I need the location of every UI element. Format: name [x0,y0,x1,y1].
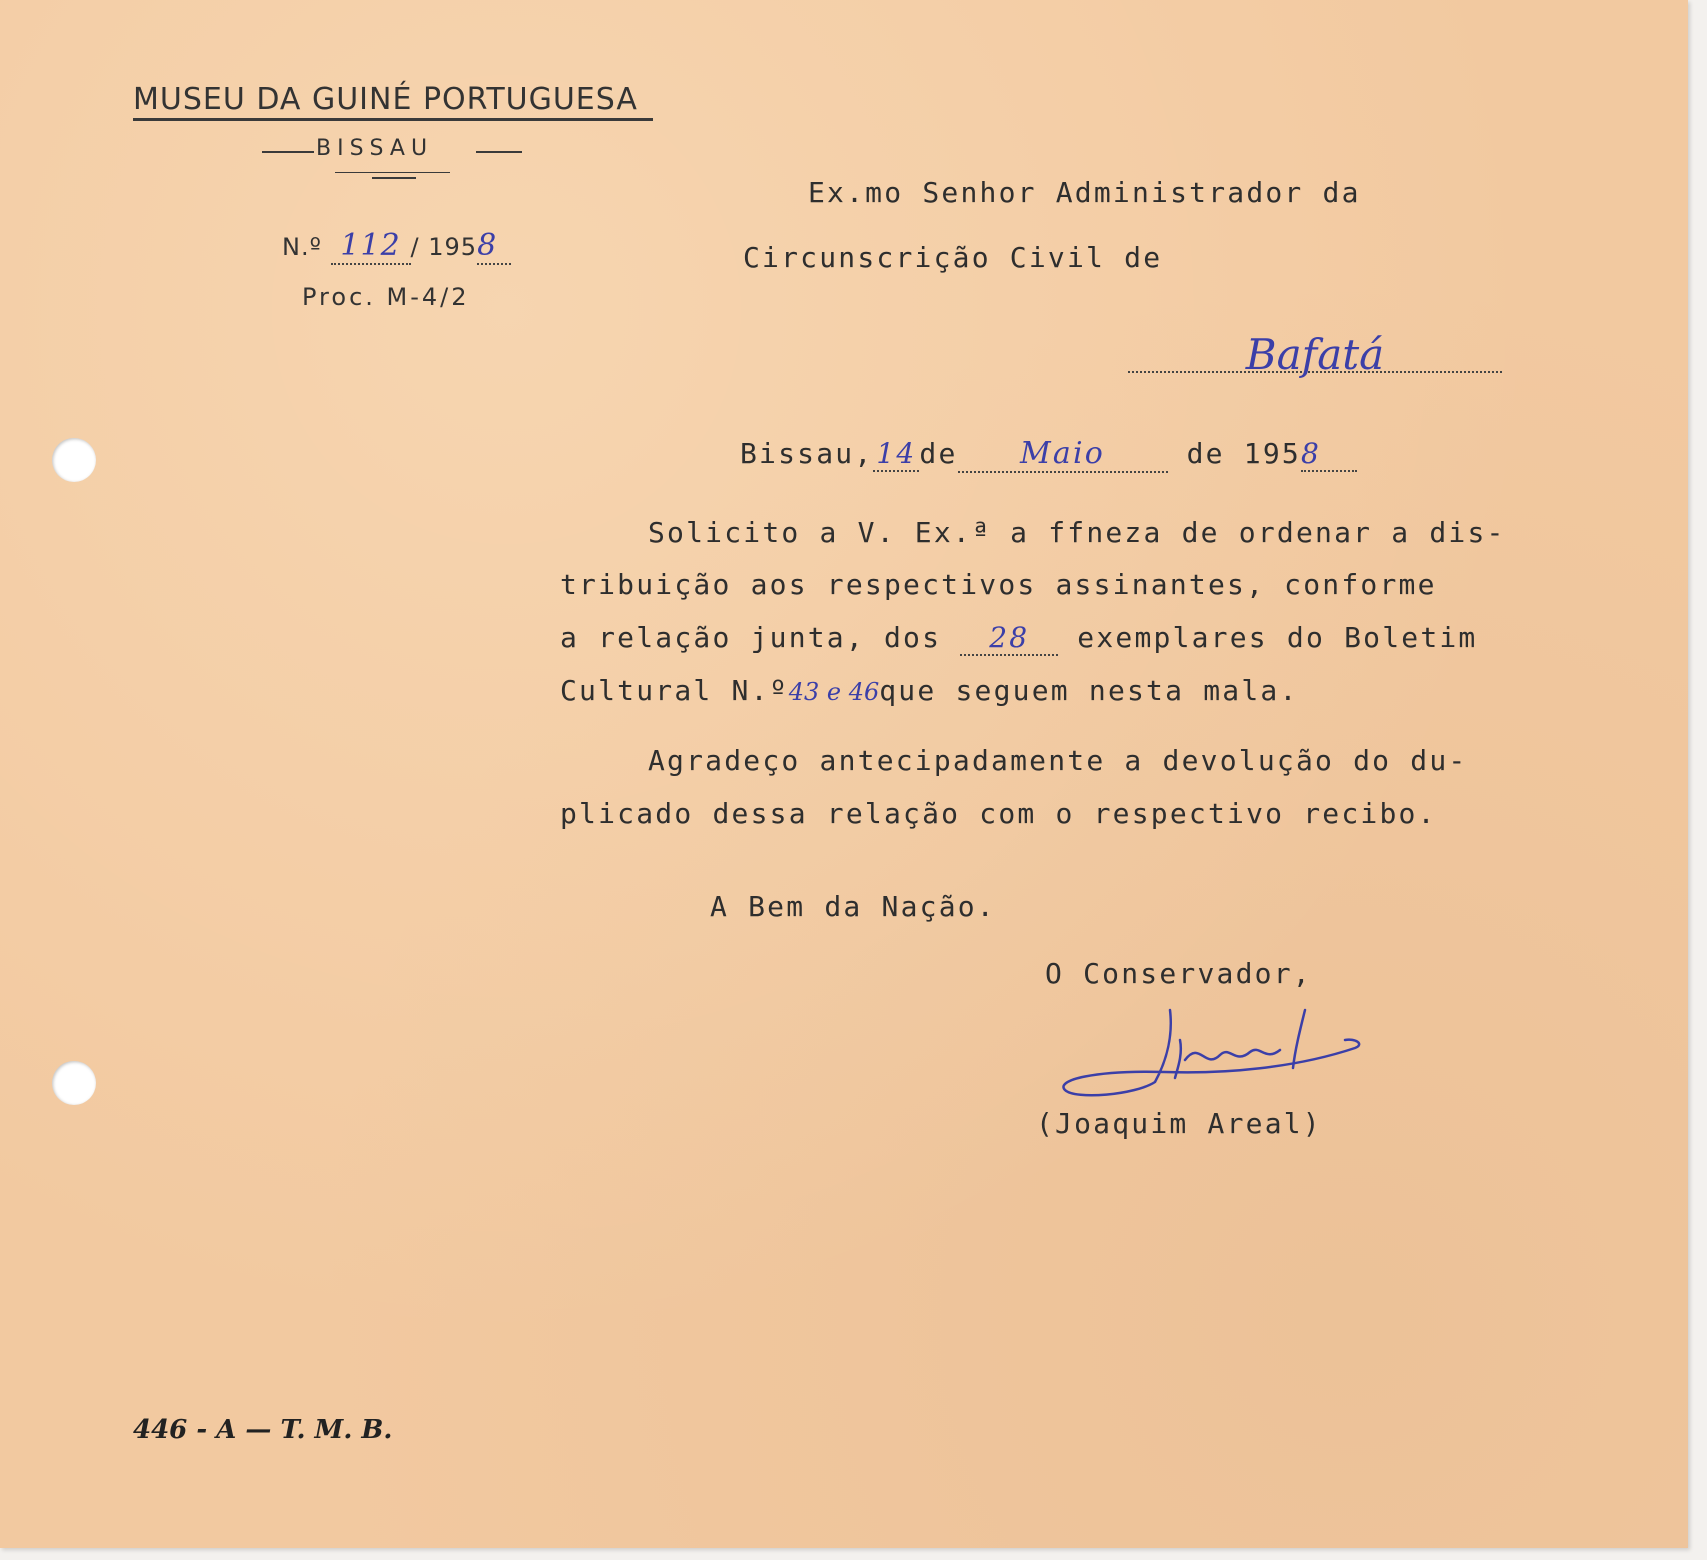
form-code: 446 - A — T. M. B. [133,1415,393,1445]
date-year-printed: 195 [1243,437,1301,470]
institution-name: MUSEU DA GUINÉ PORTUGUESA [133,82,638,117]
letterhead-rule [335,172,450,173]
year-field-date [1301,437,1357,472]
body-p2-line-2: plicado dessa relação com o respectivo recibo. [560,797,1437,830]
date-day: 14 [876,437,917,470]
body-p1-line-3 [560,621,1478,656]
number-field [331,228,411,265]
date-month: Maio [1020,436,1106,471]
addressee-line-1: Ex.mo Senhor Administrador da [808,176,1361,209]
number-label: N.º [282,233,322,261]
process-reference: Proc. M-4/2 [302,283,470,311]
body-p1-line-4-a: Cultural N.º [560,674,789,707]
copies-count: 28 [989,621,1030,654]
letterhead-rule-short [372,177,416,179]
month-field [958,436,1168,473]
body-p1-line-3-a: a relação junta, dos [560,621,942,654]
body-p1-line-3-b: exemplares do Boletim [1077,621,1478,654]
date-de-2: de [1186,437,1225,470]
number-year-handwritten: 8 [477,228,498,263]
body-p1-line-4 [560,674,1299,707]
body-p1-line-4-b: que seguem nesta mala. [879,674,1299,707]
body-p2-line-1: Agradeço antecipadamente a devolução do du- [648,744,1468,777]
copies-field [960,621,1058,656]
date-place: Bissau, [740,437,874,470]
day-field [873,437,919,472]
date-line [740,436,1357,473]
letterhead-city: BISSAU [316,136,434,161]
city-rule-right [476,151,522,153]
punch-hole-bottom [52,1061,96,1105]
letterhead-underline [133,118,653,121]
punch-hole-top [52,438,96,482]
signatory-title: O Conservador, [1045,957,1312,990]
issue-numbers: 43 e 46 [788,678,880,706]
city-rule-left [262,151,314,153]
date-de-1: de [919,437,958,470]
date-year-handwritten: 8 [1300,437,1321,470]
addressee-location-field [1128,322,1502,379]
number-year-printed: / 195 [410,233,478,261]
reference-number [282,228,511,265]
year-field [477,228,511,265]
number-handwritten: 112 [340,228,401,263]
signatory-name: (Joaquim Areal) [1036,1107,1322,1140]
addressee-location: Bafatá [1245,330,1385,379]
body-p1-line-1: Solicito a V. Ex.ª a ffneza de ordenar a dis- [648,516,1506,549]
closing-salutation: A Bem da Nação. [710,890,996,923]
addressee-line-2: Circunscrição Civil de [743,241,1163,274]
signature [1055,1000,1375,1115]
body-p1-line-2: tribuição aos respectivos assinantes, conforme [560,568,1437,601]
